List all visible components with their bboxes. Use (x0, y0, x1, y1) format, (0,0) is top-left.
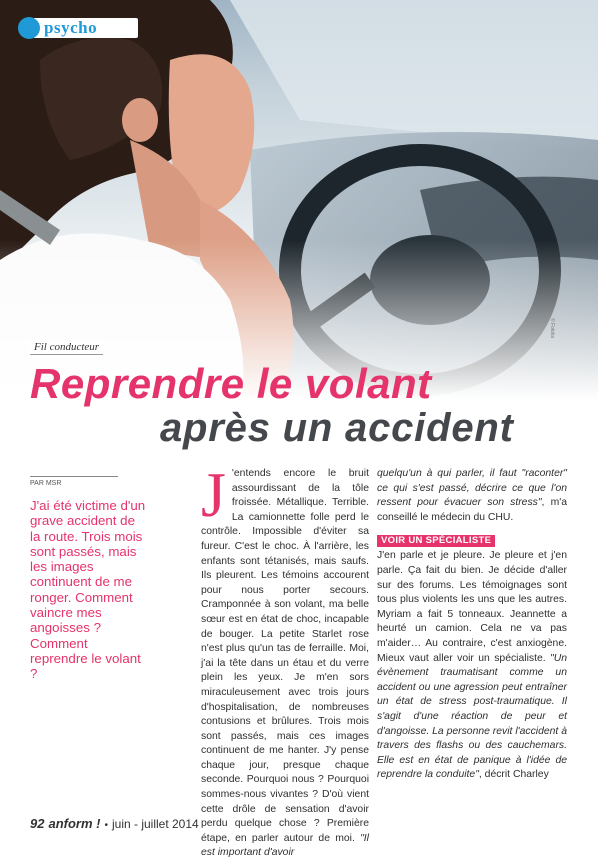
section-tag (18, 16, 138, 40)
col2-quote: quelqu'un à qui parler, il faut "raconter" ce qui s'est passé, décrire ce que l'on ressent pour évacuer son stress" (377, 468, 567, 509)
title-line-1: Reprendre le volant (30, 360, 432, 407)
subheading: VOIR UN SPÉCIALISTE (377, 535, 495, 547)
col2-paragraph-1 (377, 467, 567, 525)
standfirst: J'ai été victime d'un grave accident de la route. Trois mois sont passés, mais les images continuent de me ronger. Comment vaincre mes angoisses ? Comment reprendre le volant ? (30, 498, 146, 682)
drop-cap: J (201, 459, 226, 530)
magazine-name: anform ! (48, 816, 101, 831)
issue-date: juin - juillet 2014 (111, 817, 199, 831)
col2-text-end: , décrit Charley (478, 769, 549, 781)
col2-text: J'en parle et je pleure. Je pleure et j'en parle. Ça fait du bien. Je décide d'aller sur des forums. Les témoignages sont tous plus violents les uns que les autres. Myriam a fait 5 tonneaux. Jeannette a heurté un camion. Cela ne va pas m'aider… Au contraire, c'est anxiogène. Mieux vaut aller voir un spécialiste. (377, 550, 567, 664)
section-dot-icon (18, 17, 40, 39)
article-column-2 (377, 467, 567, 783)
footer-separator: • (104, 820, 108, 831)
page-number: 92 (30, 816, 45, 831)
col2-paragraph-2 (377, 549, 567, 783)
section-label: psycho (44, 18, 98, 37)
col1-paragraph: 'entends encore le bruit assourdissant de la tôle froissée. Métallique. Terrible. La camionnette folle perd le contrôle. Impossible d'éviter sa fureur. C'est le choc. À l'arrière, les enfants sont tétanisés, mais saufs. Ils pleurent. Les témoins accourent pour nous porter secours. Cramponnée à son volant, ma belle sœur est en état de choc, incapable de bouger. La petite Starlet rose n'est plus qu'un tas de ferraille. Moi, j'ai la tête dans un étau et du verre plein les yeux. Je m'en sors miraculeusement avec trois jours d'hospitalisation, de nombreuses contusions et brûlures. Trois mois sont passés, mais ces images continuent de me hanter. J'y pense chaque jour, presque chaque seconde. Pourquoi nous ? Pourquoi sommes-nous vivantes ? D'où vient cette drôle de sensation d'avoir perdu quelque chose ? Première étape, en parler autour de moi. (201, 468, 369, 844)
title-line-2: après un accident (160, 406, 514, 450)
byline: PAR MSR (30, 476, 118, 487)
page-footer (30, 816, 199, 831)
rubric: Fil conducteur (30, 340, 103, 355)
photo-credit: © Fotolia (549, 318, 555, 339)
col2-quote-2: "Un évènement traumatisant comme un accident ou une agression peut entraîner un état de stress post-traumatique. Il s'agit d'une réaction de peur et d'angoisse. La personne revit l'accident à travers des flashs ou des cauchemars. Elle est en état de panique à l'idée de reprendre la conduite" (377, 652, 567, 781)
section-band (34, 18, 138, 38)
col1-quote: "Il est important d'avoir (201, 832, 369, 859)
col2-attribution: , m'a conseillé le médecin du CHU. (377, 497, 567, 523)
article-column-1 (201, 459, 369, 861)
